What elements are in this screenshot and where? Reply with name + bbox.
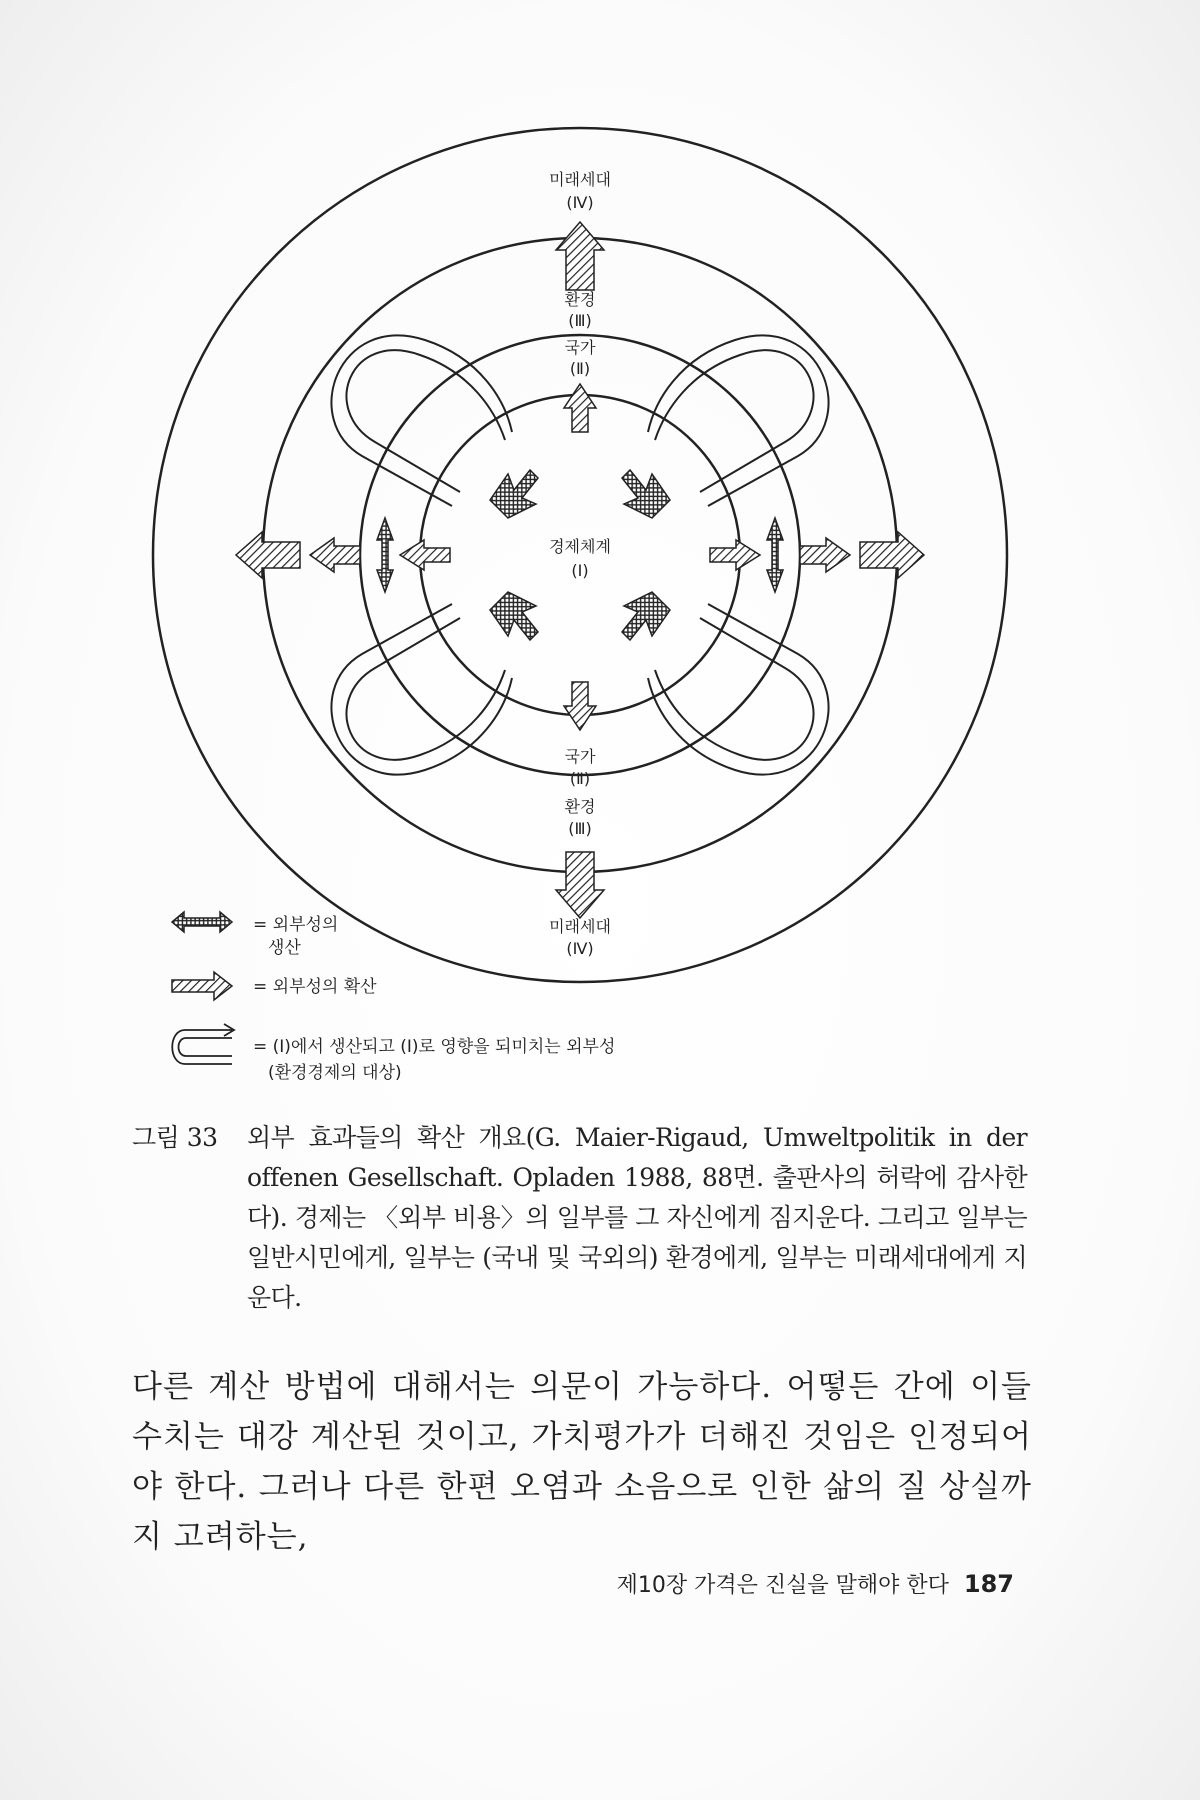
label-environment-bottom-num: (Ⅲ)	[568, 819, 592, 838]
label-state-bottom: 국가	[564, 747, 596, 766]
label-economy-num: (Ⅰ)	[571, 561, 589, 580]
legend	[172, 912, 615, 1083]
legend-diffusion: = 외부성의 확산	[253, 977, 377, 997]
legend-production-line1: = 외부성의	[253, 915, 339, 935]
label-environment-top: 환경	[564, 290, 596, 309]
label-economy: 경제체계	[549, 537, 611, 556]
label-environment-top-num: (Ⅲ)	[568, 311, 592, 330]
legend-diffusion-icon	[172, 972, 232, 1000]
legend-feedback-icon	[172, 1030, 232, 1064]
caption-text: 외부 효과들의 확산 개요(G. Maier-Rigaud, Umweltpolitik in der offenen Gesellschaft. Opladen 1988, 88면. 출판사의 허락에 감사한다). 경제는 〈외부 비용〉의 일부를 그 자신에게 짐지운다. 그리고 일부는 일반시민에게, 일부는 (국내 및 국외의) 환경에게, 일부는 미래세대에게 지운다.	[247, 1123, 1027, 1312]
caption-label: 그림 33	[132, 1123, 218, 1152]
body-paragraph: 다른 계산 방법에 대해서는 의문이 가능하다. 어떻든 간에 이들 수치는 대강 계산된 것이고, 가치평가가 더해진 것임은 인정되어야 한다. 그러나 다른 한편 오염과 소음으로 인한 삶의 질 상실까지 고려하는,	[132, 1369, 1032, 1555]
legend-feedback-line1: = (Ⅰ)에서 생산되고 (Ⅰ)로 영향을 되미치는 외부성	[253, 1037, 616, 1057]
label-state-bottom-num: (Ⅱ)	[569, 769, 591, 788]
label-future-bottom-num: (Ⅳ)	[566, 939, 594, 958]
label-future-top-num: (Ⅳ)	[566, 193, 594, 212]
feedback-loop-top-right	[648, 335, 829, 506]
page-footer	[617, 1568, 1014, 1599]
legend-feedback-line2: (환경경제의 대상)	[268, 1063, 402, 1083]
label-future-top: 미래세대	[549, 170, 611, 189]
page-number: 187	[963, 1570, 1014, 1598]
label-state-top: 국가	[564, 338, 596, 357]
label-state-top-num: (Ⅱ)	[569, 359, 591, 378]
label-future-bottom: 미래세대	[549, 917, 611, 936]
running-chapter-title: 제10장 가격은 진실을 말해야 한다	[616, 1573, 949, 1598]
feedback-loop-top-left	[331, 335, 512, 506]
legend-production-line2: 생산	[268, 938, 301, 958]
legend-production-icon	[172, 912, 232, 932]
feedback-loop-bottom-left	[331, 604, 512, 775]
label-environment-bottom: 환경	[564, 797, 596, 816]
feedback-loop-bottom-right	[648, 604, 829, 775]
